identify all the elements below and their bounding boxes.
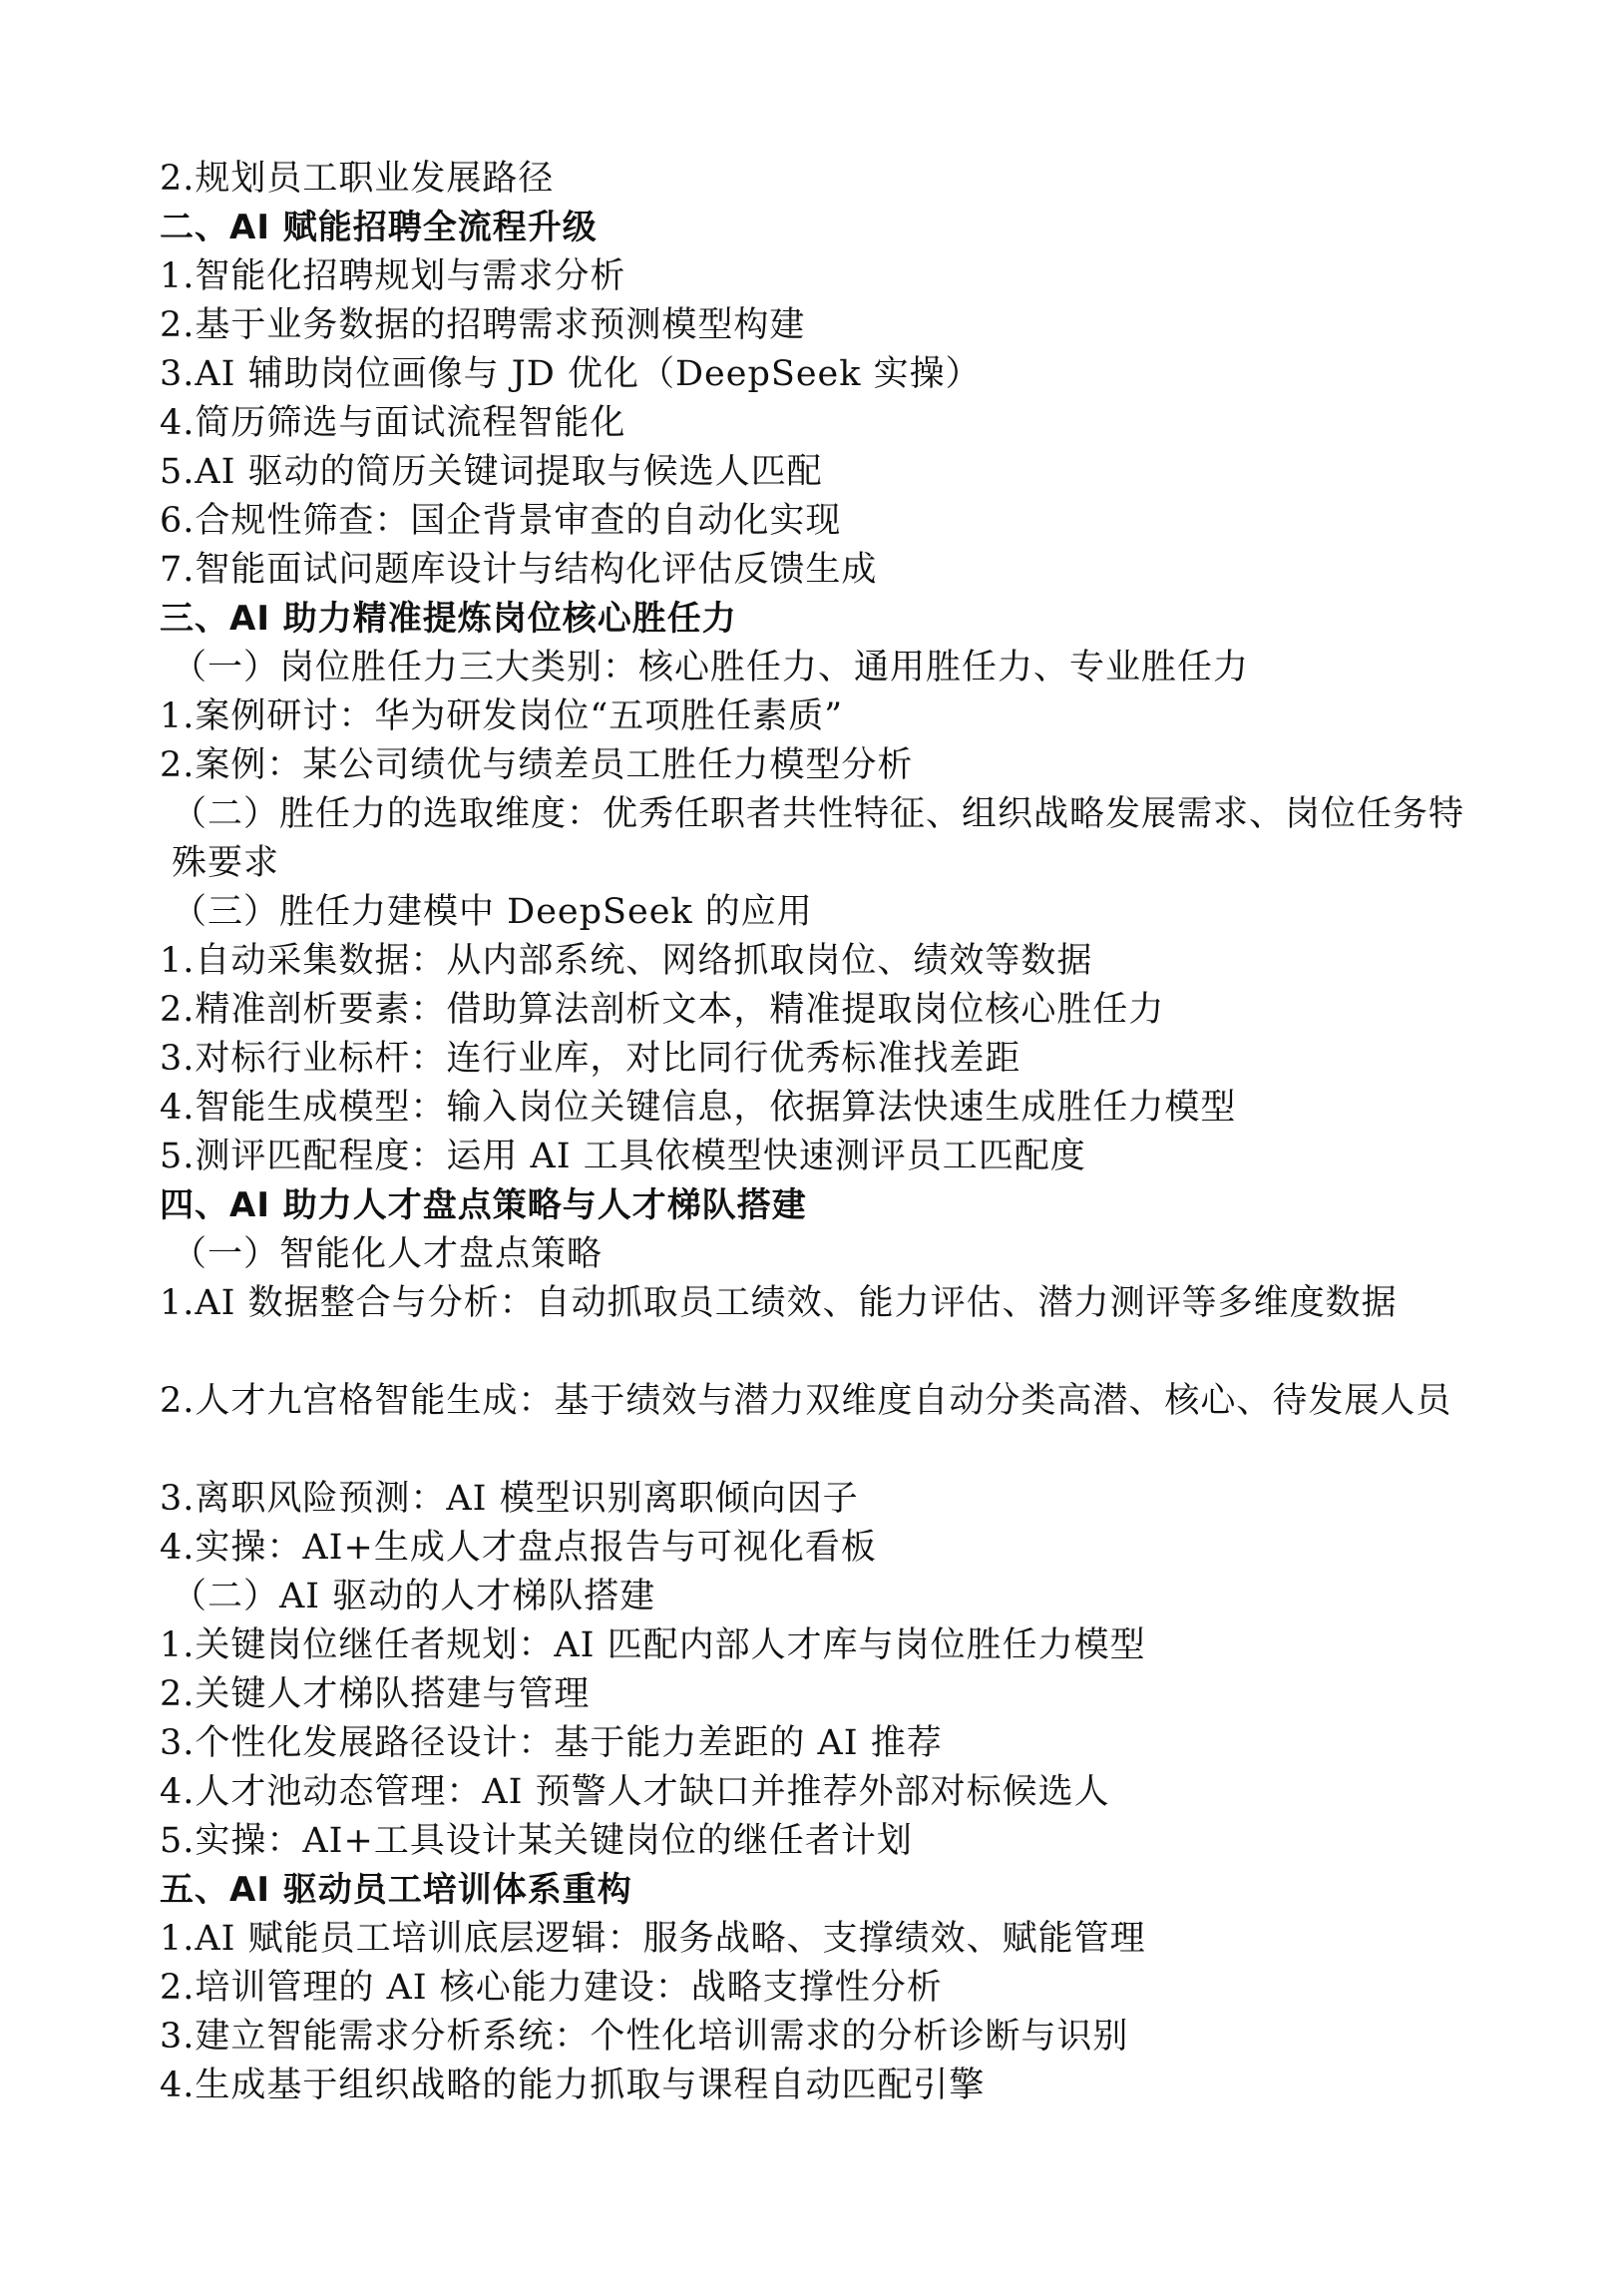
section-heading: 五、AI 驱动员工培训体系重构 xyxy=(160,1870,632,1910)
list-item: 1.案例研讨：华为研发岗位“五项胜任素质” xyxy=(160,696,844,736)
list-item: 4.简历筛选与面试流程智能化 xyxy=(160,403,626,443)
list-item: 1.AI 赋能员工培训底层逻辑：服务战略、支撑绩效、赋能管理 xyxy=(160,1919,1146,1959)
list-item: 5.测评匹配程度：运用 AI 工具依模型快速测评员工匹配度 xyxy=(160,1137,1086,1176)
section-heading: 三、AI 助力精准提炼岗位核心胜任力 xyxy=(160,599,737,639)
document-body xyxy=(160,155,1476,2110)
list-item: 4.人才池动态管理：AI 预警人才缺口并推荐外部对标候选人 xyxy=(160,1772,1110,1812)
list-item: 2.案例：某公司绩优与绩差员工胜任力模型分析 xyxy=(160,745,914,785)
list-item: 1.智能化招聘规划与需求分析 xyxy=(160,256,626,296)
list-item: 4.实操：AI+生成人才盘点报告与可视化看板 xyxy=(160,1528,877,1568)
list-item: 6.合规性筛查：国企背景审查的自动化实现 xyxy=(160,501,842,541)
subsection-heading: （三）胜任力建模中 DeepSeek 的应用 xyxy=(172,892,813,932)
list-item: 3.建立智能需求分析系统：个性化培训需求的分析诊断与识别 xyxy=(160,2017,1129,2057)
list-item: 5.AI 驱动的简历关键词提取与候选人匹配 xyxy=(160,452,823,492)
subsection-heading: （二）AI 驱动的人才梯队搭建 xyxy=(172,1577,656,1616)
subsection-heading: （一）岗位胜任力三大类别：核心胜任力、通用胜任力、专业胜任力 xyxy=(172,648,1250,688)
list-item: 2.规划员工职业发展路径 xyxy=(160,159,555,199)
list-item: 2.基于业务数据的招聘需求预测模型构建 xyxy=(160,305,806,345)
section-heading: 四、AI 助力人才盘点策略与人才梯队搭建 xyxy=(160,1185,807,1225)
list-item: 3.个性化发展路径设计：基于能力差距的 AI 推荐 xyxy=(160,1723,943,1763)
list-item: 5.实操：AI+工具设计某关键岗位的继任者计划 xyxy=(160,1821,913,1861)
subsection-heading: （一）智能化人才盘点策略 xyxy=(172,1234,604,1274)
list-item: 1.自动采集数据：从内部系统、网络抓取岗位、绩效等数据 xyxy=(160,941,1093,981)
list-item: 1.关键岗位继任者规划：AI 匹配内部人才库与岗位胜任力模型 xyxy=(160,1625,1146,1665)
list-item: 2.关键人才梯队搭建与管理 xyxy=(160,1674,591,1714)
section-heading: 二、AI 赋能招聘全流程升级 xyxy=(160,208,598,247)
list-item: 3.离职风险预测：AI 模型识别离职倾向因子 xyxy=(160,1479,859,1519)
list-item: 2.人才九宫格智能生成：基于绩效与潜力双维度自动分类高潜、核心、待发展人员 xyxy=(160,1381,1452,1421)
list-item: 3.对标行业标杆：连行业库，对比同行优秀标准找差距 xyxy=(160,1039,1021,1079)
list-item: 4.生成基于组织战略的能力抓取与课程自动匹配引擎 xyxy=(160,2066,986,2105)
list-item: 4.智能生成模型：输入岗位关键信息，依据算法快速生成胜任力模型 xyxy=(160,1088,1237,1128)
list-item: 3.AI 辅助岗位画像与 JD 优化（DeepSeek 实操） xyxy=(160,354,982,394)
list-item: 7.智能面试问题库设计与结构化评估反馈生成 xyxy=(160,550,878,590)
list-item: 2.精准剖析要素：借助算法剖析文本，精准提取岗位核心胜任力 xyxy=(160,990,1165,1030)
list-item: 1.AI 数据整合与分析：自动抓取员工绩效、能力评估、潜力测评等多维度数据 xyxy=(160,1283,1398,1323)
list-item: 2.培训管理的 AI 核心能力建设：战略支撑性分析 xyxy=(160,1968,943,2008)
subsection-heading: （二）胜任力的选取维度：优秀任职者共性特征、组织战略发展需求、岗位任务特殊要求 xyxy=(172,794,1465,883)
